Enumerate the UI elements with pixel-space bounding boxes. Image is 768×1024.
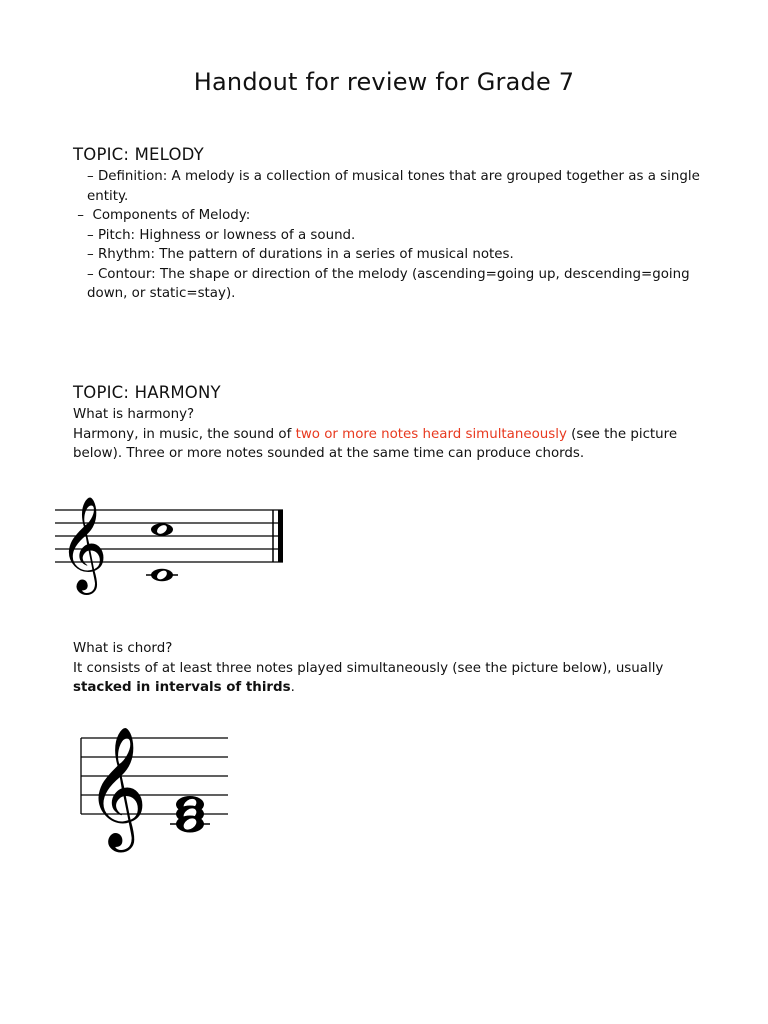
note-c4 — [146, 569, 178, 581]
melody-definition-text: – Definition: A melody is a collection of musical tones that are grouped together as a single entity. — [87, 169, 700, 204]
harmony-text-after: (see the picture below). Three or more notes sounded at the same time can produce chords. — [73, 426, 678, 461]
chord-staff-image — [78, 712, 233, 847]
melody-rhythm: – Rhythm: The pattern of durations in a series of musical notes. — [87, 247, 514, 262]
note-a4 — [151, 523, 173, 535]
melody-heading: TOPIC: MELODY — [73, 145, 204, 164]
chord-definition — [73, 659, 713, 698]
melody-pitch: – Pitch: Highness or lowness of a sound. — [87, 227, 356, 243]
harmony-section — [73, 405, 703, 464]
page-title: Handout for review for Grade 7 — [193, 68, 575, 96]
melody-definition — [73, 167, 703, 206]
harmony-highlight: two or more notes heard simultaneously — [295, 426, 567, 442]
harmony-definition — [73, 425, 703, 464]
harmony-staff-image — [55, 478, 290, 591]
melody-contour — [73, 265, 703, 304]
chord-text-before: It consists of at least three notes played simultaneously (see the picture below), usually — [73, 660, 664, 676]
treble-clef-icon: 𝄞 — [86, 725, 148, 847]
harmony-text-before: Harmony, in music, the sound of — [73, 426, 296, 442]
melody-section — [73, 167, 703, 304]
harmony-heading: TOPIC: HARMONY — [73, 383, 221, 402]
melody-contour-text: – Contour: The shape or direction of the melody (ascending=going up, descending=going down, or static=stay). — [87, 266, 690, 301]
treble-clef-icon: 𝄞 — [59, 496, 108, 591]
chord-section — [73, 639, 713, 698]
note-c4 — [170, 816, 210, 833]
harmony-question: What is harmony? — [73, 407, 195, 422]
melody-components: – Components of Melody: — [73, 208, 251, 223]
chord-question: What is chord? — [73, 641, 173, 656]
chord-text-after: . — [290, 680, 295, 695]
chord-bold: stacked in intervals of thirds — [73, 680, 291, 695]
